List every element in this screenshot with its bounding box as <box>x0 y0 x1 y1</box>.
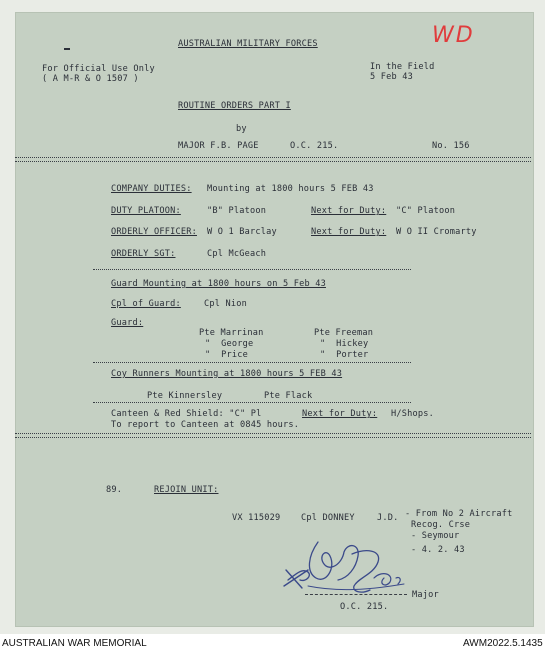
signature <box>278 534 408 606</box>
from-line: - Seymour <box>411 531 460 541</box>
runner-member: Pte Flack <box>264 391 313 401</box>
guard-member: " Price <box>205 350 248 360</box>
from-line: - From No 2 Aircraft <box>405 509 513 519</box>
section-divider <box>93 362 411 363</box>
company-duties-label: COMPANY DUTIES: <box>111 184 192 194</box>
guard-heading: Guard Mounting at 1800 hours on 5 Feb 43 <box>111 279 326 289</box>
section-divider <box>93 402 411 403</box>
cpl-of-guard-value: Cpl Nion <box>204 299 247 309</box>
document-title: AUSTRALIAN MILITARY FORCES <box>178 39 318 49</box>
section-divider-double <box>15 433 531 438</box>
service-number: VX 115029 <box>232 513 281 523</box>
archive-name: AUSTRALIAN WAR MEMORIAL <box>2 638 147 649</box>
rejoin-unit-heading: REJOIN UNIT: <box>154 485 219 495</box>
canteen-next-label: Next for Duty: <box>302 409 378 419</box>
orderly-sgt-label: ORDERLY SGT: <box>111 249 176 259</box>
canteen-report: To report to Canteen at 0845 hours. <box>111 420 300 430</box>
company-duties-text: Mounting at 1800 hours 5 FEB 43 <box>207 184 374 194</box>
orderly-sgt-value: Cpl McGeach <box>207 249 267 259</box>
runner-member: Pte Kinnersley <box>147 391 223 401</box>
next-for-duty-label-2: Next for Duty: <box>311 227 387 237</box>
runners-heading: Coy Runners Mounting at 1800 hours 5 FEB 43 <box>111 369 343 379</box>
signature-line <box>305 594 407 595</box>
guard-member: " Hickey <box>320 339 369 349</box>
duty-platoon-label: DUTY PLATOON: <box>111 206 181 216</box>
header-divider <box>15 157 531 162</box>
item-number: 89. <box>106 485 123 495</box>
orders-number: No. 156 <box>432 141 470 151</box>
document-date: 5 Feb 43 <box>370 72 413 82</box>
duty-platoon-value: "B" Platoon <box>207 206 267 216</box>
archive-reference: AWM2022.5.1435 <box>463 638 543 649</box>
from-line: - 4. 2. 43 <box>411 545 465 555</box>
canteen-line: Canteen & Red Shield: "C" Pl <box>111 409 262 419</box>
guard-member: " Porter <box>320 350 369 360</box>
guard-member: " George <box>205 339 254 349</box>
next-duty-platoon: "C" Platoon <box>396 206 456 216</box>
section-divider <box>93 269 411 270</box>
orderly-officer-value: W O 1 Barclay <box>207 227 277 237</box>
orders-author: MAJOR F.B. PAGE <box>178 141 259 151</box>
form-reference: ( A M-R & O 1507 ) <box>42 74 139 84</box>
ink-mark <box>64 48 70 50</box>
guard-label: Guard: <box>111 318 144 328</box>
signoff-rank: Major <box>412 590 439 600</box>
orders-title: ROUTINE ORDERS PART I <box>178 101 291 111</box>
orderly-officer-label: ORDERLY OFFICER: <box>111 227 197 237</box>
location: In the Field <box>370 62 435 72</box>
next-orderly-officer: W O II Cromarty <box>396 227 477 237</box>
archive-footer <box>0 634 545 653</box>
guard-member: Pte Marrinan <box>199 328 264 338</box>
next-for-duty-label: Next for Duty: <box>311 206 387 216</box>
cpl-of-guard-label: Cpl of Guard: <box>111 299 181 309</box>
signoff-unit: O.C. 215. <box>340 602 389 612</box>
orders-by: by <box>236 124 247 134</box>
handwritten-mark: WD <box>432 23 475 48</box>
orders-unit: O.C. 215. <box>290 141 339 151</box>
from-line: Recog. Crse <box>411 520 471 530</box>
canteen-next-value: H/Shops. <box>391 409 434 419</box>
guard-member: Pte Freeman <box>314 328 374 338</box>
official-use-label: For Official Use Only <box>42 64 155 74</box>
member-name: Cpl DONNEY <box>301 513 355 523</box>
member-initials: J.D. <box>377 513 399 523</box>
